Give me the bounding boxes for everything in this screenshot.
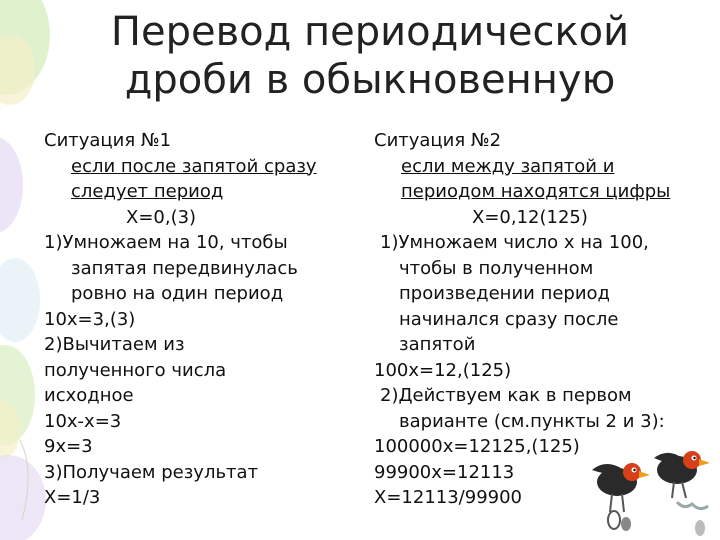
situation-2-equation-1: 100x=12,(125) <box>374 359 512 381</box>
situation-1-step-2-line-1: 2)Вычитаем из <box>44 334 185 355</box>
situation-1-step-2-line-3: исходное <box>44 385 134 406</box>
situation-1-equation-2: 10x-x=3 <box>44 410 122 432</box>
situation-2-example: X=0,12(125) <box>472 206 588 228</box>
situation-2-step-2-line-1: 2)Действуем как в первом <box>380 385 632 406</box>
situation-2-step-1-line-2: чтобы в полученном <box>399 257 594 279</box>
situation-2-step-1-line-5: запятой <box>399 334 476 355</box>
title-line-2: дроби в обыкновенную <box>124 57 616 103</box>
situation-1-step-1-line-2: запятая передвинулась <box>71 257 298 279</box>
situation-2-equation-2: 100000x=12125,(125) <box>374 436 580 457</box>
bird-left-icon <box>592 463 650 531</box>
situation-1-example: X=0,(3) <box>126 206 197 228</box>
situation-2-step-1-line-4: начинался сразу после <box>399 308 619 330</box>
situation-2-result: X=12113/99900 <box>374 487 522 508</box>
situation-2-condition-line-2: периодом находятся цифры <box>401 181 671 202</box>
title-line-1: Перевод периодической <box>110 9 630 55</box>
situation-2-equation-3: 99900x=12113 <box>374 461 515 483</box>
situation-1-equation-3: 9x=3 <box>44 436 93 457</box>
cartoon-birds-image <box>582 432 720 540</box>
situation-1-condition-line-2: следует период <box>71 181 224 202</box>
situation-1-step-3: 3)Получаем результат <box>44 461 259 483</box>
situation-1-step-2-line-2: полученного числа <box>44 359 227 381</box>
situation-2-condition-line-1: если между запятой и <box>401 155 615 177</box>
situation-1-step-1-line-1: 1)Умножаем на 10, чтобы <box>44 232 288 253</box>
situation-1-step-1-line-3: ровно на один период <box>71 283 284 304</box>
bird-right-icon <box>654 451 710 536</box>
slide-title <box>60 8 680 104</box>
situation-2-step-2-line-2: варианте (см.пункты 2 и 3): <box>399 410 665 432</box>
situation-1-condition-line-1: если после запятой сразу <box>71 155 317 177</box>
situation-1-heading: Ситуация №1 <box>44 130 172 151</box>
situation-2-heading: Ситуация №2 <box>374 130 502 151</box>
situation-1-column <box>44 128 354 511</box>
situation-2-step-1-line-3: произведении период <box>399 283 610 304</box>
situation-2-step-1-line-1: 1)Умножаем число x на 100, <box>380 232 649 253</box>
situation-1-equation-1: 10x=3,(3) <box>44 308 136 330</box>
situation-1-result: X=1/3 <box>44 487 101 508</box>
